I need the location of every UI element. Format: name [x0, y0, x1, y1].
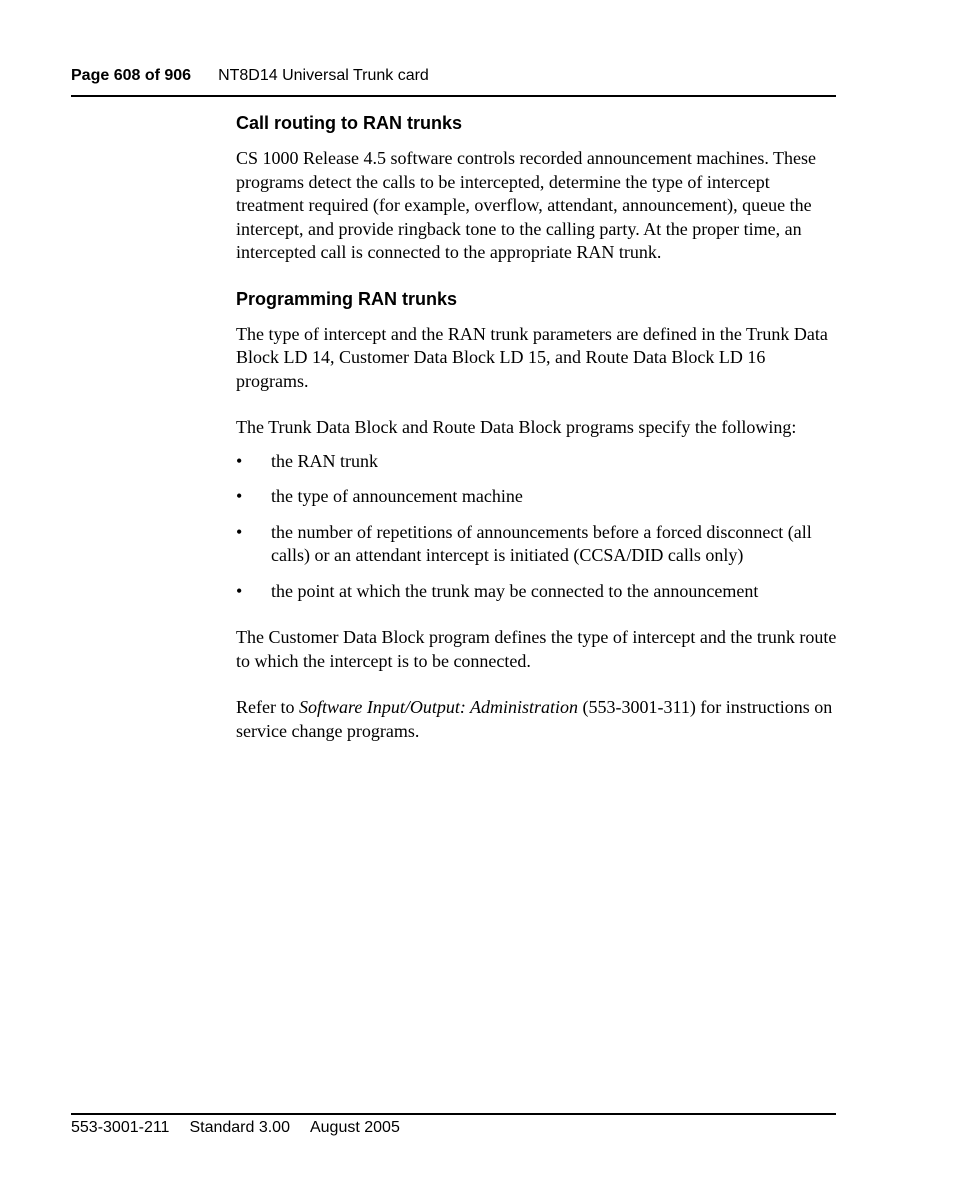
list-item-text: the number of repetitions of announcements before a forced disconnect (all calls) or an attendant intercept is initiated (CCSA/DID calls only)	[271, 521, 812, 565]
bullet-icon: •	[236, 580, 243, 601]
bullet-icon: •	[236, 450, 243, 471]
list-item	[236, 580, 840, 604]
page-number: Page 608 of 906	[71, 67, 192, 84]
list-item	[236, 521, 840, 568]
footer-standard: Standard 3.00	[189, 1119, 290, 1136]
bullet-icon: •	[236, 521, 243, 542]
paragraph-refer	[236, 696, 840, 743]
heading-call-routing: Call routing to RAN trunks	[236, 113, 462, 133]
list-item-text: the RAN trunk	[271, 450, 378, 471]
list-item-text: the point at which the trunk may be connected to the announcement	[271, 580, 759, 601]
bullet-icon: •	[236, 486, 243, 506]
paragraph-customer-data-block: The Customer Data Block program defines the type of intercept and the trunk route to which the intercept is to be connected.	[236, 627, 837, 671]
refer-prefix: Refer to	[236, 697, 299, 717]
refer-suffix: (553-3001-311) for instructions on service change programs.	[236, 697, 833, 741]
page-footer	[71, 1118, 420, 1138]
header-rule	[71, 95, 836, 97]
list-item	[236, 485, 840, 509]
page-header	[71, 66, 836, 86]
footer-rule	[71, 1113, 836, 1115]
list-item-text: the type of announcement machine	[271, 486, 523, 506]
paragraph-programming-1: The type of intercept and the RAN trunk parameters are defined in the Trunk Data Block LD 14, Customer Data Block LD 15, and Route Data Block LD 16 programs.	[236, 323, 828, 391]
page-content	[236, 112, 840, 766]
document-title: NT8D14 Universal Trunk card	[218, 67, 429, 84]
list-item	[236, 450, 840, 474]
refer-document-title: Software Input/Output: Administration	[298, 697, 578, 717]
paragraph-programming-2: The Trunk Data Block and Route Data Block programs specify the following:	[236, 417, 797, 437]
paragraph-call-routing: CS 1000 Release 4.5 software controls recorded announcement machines. These programs detect the calls to be intercepted, determine the type of intercept treatment required (for example, overflow, attendant, announcement), queue the intercept, and provide ringback tone to the calling party. At the proper time, an intercepted call is connected to the appropriate RAN trunk.	[236, 148, 816, 262]
footer-date: August 2005	[309, 1119, 400, 1136]
bullet-list	[236, 450, 840, 604]
footer-doc-number: 553-3001-211	[71, 1119, 170, 1136]
heading-programming: Programming RAN trunks	[236, 288, 458, 309]
